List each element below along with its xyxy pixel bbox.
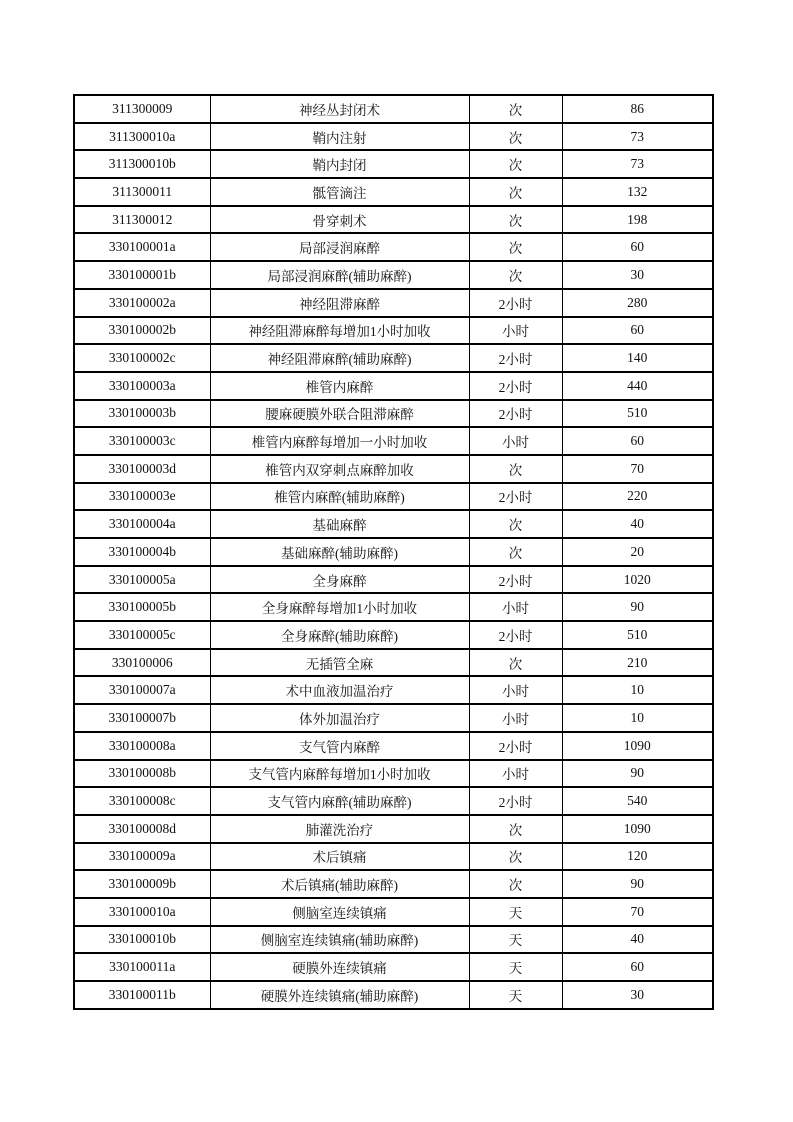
table-row xyxy=(74,815,713,843)
cell-price: 280 xyxy=(562,289,713,317)
table-row xyxy=(74,870,713,898)
cell-code: 330100010b xyxy=(74,926,210,954)
cell-unit: 小时 xyxy=(469,317,562,345)
cell-price: 30 xyxy=(562,261,713,289)
cell-code: 330100011a xyxy=(74,953,210,981)
cell-name: 术后镇痛(辅助麻醉) xyxy=(210,870,469,898)
cell-unit: 2小时 xyxy=(469,400,562,428)
cell-name: 神经丛封闭术 xyxy=(210,95,469,123)
cell-code: 311300012 xyxy=(74,206,210,234)
cell-price: 510 xyxy=(562,621,713,649)
cell-price: 70 xyxy=(562,898,713,926)
cell-name: 椎管内麻醉每增加一小时加收 xyxy=(210,427,469,455)
table-row xyxy=(74,95,713,123)
cell-code: 330100002c xyxy=(74,344,210,372)
cell-code: 330100004b xyxy=(74,538,210,566)
table-row xyxy=(74,510,713,538)
table-row xyxy=(74,178,713,206)
cell-name: 支气管内麻醉(辅助麻醉) xyxy=(210,787,469,815)
table-row xyxy=(74,760,713,788)
cell-price: 440 xyxy=(562,372,713,400)
cell-price: 90 xyxy=(562,870,713,898)
cell-unit: 小时 xyxy=(469,427,562,455)
cell-price: 30 xyxy=(562,981,713,1009)
cell-unit: 2小时 xyxy=(469,289,562,317)
table-row xyxy=(74,704,713,732)
table-row xyxy=(74,372,713,400)
table-row xyxy=(74,123,713,151)
cell-name: 基础麻醉 xyxy=(210,510,469,538)
cell-name: 术后镇痛 xyxy=(210,843,469,871)
cell-unit: 2小时 xyxy=(469,787,562,815)
cell-unit: 小时 xyxy=(469,704,562,732)
cell-code: 330100007a xyxy=(74,676,210,704)
cell-code: 330100003c xyxy=(74,427,210,455)
cell-unit: 天 xyxy=(469,953,562,981)
cell-unit: 2小时 xyxy=(469,566,562,594)
cell-code: 330100008a xyxy=(74,732,210,760)
table-row xyxy=(74,953,713,981)
cell-name: 硬膜外连续镇痛(辅助麻醉) xyxy=(210,981,469,1009)
cell-price: 1090 xyxy=(562,732,713,760)
table-row xyxy=(74,676,713,704)
cell-code: 330100001a xyxy=(74,233,210,261)
cell-unit: 次 xyxy=(469,815,562,843)
cell-unit: 次 xyxy=(469,150,562,178)
cell-price: 120 xyxy=(562,843,713,871)
cell-unit: 次 xyxy=(469,178,562,206)
table-row xyxy=(74,787,713,815)
cell-code: 330100003a xyxy=(74,372,210,400)
cell-price: 60 xyxy=(562,317,713,345)
cell-unit: 天 xyxy=(469,926,562,954)
cell-code: 330100002b xyxy=(74,317,210,345)
cell-code: 311300009 xyxy=(74,95,210,123)
cell-name: 侧脑室连续镇痛 xyxy=(210,898,469,926)
cell-name: 神经阻滞麻醉每增加1小时加收 xyxy=(210,317,469,345)
cell-unit: 小时 xyxy=(469,760,562,788)
cell-name: 鞘内封闭 xyxy=(210,150,469,178)
cell-name: 神经阻滞麻醉 xyxy=(210,289,469,317)
table-row xyxy=(74,649,713,677)
cell-unit: 2小时 xyxy=(469,372,562,400)
cell-price: 198 xyxy=(562,206,713,234)
cell-price: 220 xyxy=(562,483,713,511)
cell-price: 90 xyxy=(562,760,713,788)
table-row xyxy=(74,981,713,1009)
cell-name: 局部浸润麻醉 xyxy=(210,233,469,261)
cell-code: 311300010b xyxy=(74,150,210,178)
cell-unit: 次 xyxy=(469,455,562,483)
cell-name: 无插管全麻 xyxy=(210,649,469,677)
table-row xyxy=(74,150,713,178)
cell-name: 骨穿刺术 xyxy=(210,206,469,234)
cell-price: 40 xyxy=(562,926,713,954)
cell-code: 330100003b xyxy=(74,400,210,428)
cell-code: 330100006 xyxy=(74,649,210,677)
table-row xyxy=(74,206,713,234)
cell-unit: 次 xyxy=(469,206,562,234)
cell-price: 510 xyxy=(562,400,713,428)
cell-name: 全身麻醉(辅助麻醉) xyxy=(210,621,469,649)
cell-unit: 小时 xyxy=(469,593,562,621)
cell-code: 330100004a xyxy=(74,510,210,538)
cell-unit: 次 xyxy=(469,870,562,898)
cell-unit: 次 xyxy=(469,261,562,289)
cell-code: 330100008d xyxy=(74,815,210,843)
cell-price: 60 xyxy=(562,233,713,261)
cell-name: 基础麻醉(辅助麻醉) xyxy=(210,538,469,566)
table-row xyxy=(74,732,713,760)
cell-price: 10 xyxy=(562,704,713,732)
table-row xyxy=(74,427,713,455)
table-row xyxy=(74,898,713,926)
table-row xyxy=(74,317,713,345)
table-row xyxy=(74,621,713,649)
table-row xyxy=(74,455,713,483)
cell-name: 侧脑室连续镇痛(辅助麻醉) xyxy=(210,926,469,954)
cell-price: 86 xyxy=(562,95,713,123)
cell-code: 330100005b xyxy=(74,593,210,621)
table-row xyxy=(74,593,713,621)
cell-code: 330100001b xyxy=(74,261,210,289)
cell-price: 70 xyxy=(562,455,713,483)
table-row xyxy=(74,344,713,372)
cell-code: 311300011 xyxy=(74,178,210,206)
cell-price: 210 xyxy=(562,649,713,677)
cell-name: 椎管内麻醉(辅助麻醉) xyxy=(210,483,469,511)
cell-name: 支气管内麻醉 xyxy=(210,732,469,760)
cell-name: 全身麻醉 xyxy=(210,566,469,594)
cell-unit: 天 xyxy=(469,981,562,1009)
cell-price: 60 xyxy=(562,953,713,981)
cell-unit: 2小时 xyxy=(469,344,562,372)
cell-name: 肺灌洗治疗 xyxy=(210,815,469,843)
cell-unit: 次 xyxy=(469,95,562,123)
table-row xyxy=(74,289,713,317)
cell-price: 540 xyxy=(562,787,713,815)
cell-code: 330100009a xyxy=(74,843,210,871)
cell-name: 腰麻硬膜外联合阻滞麻醉 xyxy=(210,400,469,428)
medical-fee-table xyxy=(73,94,714,1010)
cell-price: 73 xyxy=(562,123,713,151)
cell-price: 40 xyxy=(562,510,713,538)
cell-unit: 2小时 xyxy=(469,732,562,760)
cell-unit: 小时 xyxy=(469,676,562,704)
cell-price: 73 xyxy=(562,150,713,178)
cell-unit: 次 xyxy=(469,233,562,261)
cell-code: 311300010a xyxy=(74,123,210,151)
cell-price: 132 xyxy=(562,178,713,206)
cell-name: 体外加温治疗 xyxy=(210,704,469,732)
price-table-body xyxy=(74,95,713,1009)
cell-code: 330100008b xyxy=(74,760,210,788)
table-row xyxy=(74,538,713,566)
table-row xyxy=(74,566,713,594)
table-row xyxy=(74,261,713,289)
table-row xyxy=(74,233,713,261)
cell-unit: 次 xyxy=(469,538,562,566)
cell-name: 全身麻醉每增加1小时加收 xyxy=(210,593,469,621)
table-row xyxy=(74,483,713,511)
cell-code: 330100010a xyxy=(74,898,210,926)
cell-price: 140 xyxy=(562,344,713,372)
cell-unit: 次 xyxy=(469,843,562,871)
cell-code: 330100009b xyxy=(74,870,210,898)
cell-name: 椎管内双穿刺点麻醉加收 xyxy=(210,455,469,483)
cell-unit: 2小时 xyxy=(469,483,562,511)
cell-name: 硬膜外连续镇痛 xyxy=(210,953,469,981)
cell-name: 支气管内麻醉每增加1小时加收 xyxy=(210,760,469,788)
cell-name: 骶管滴注 xyxy=(210,178,469,206)
cell-name: 鞘内注射 xyxy=(210,123,469,151)
cell-name: 椎管内麻醉 xyxy=(210,372,469,400)
cell-name: 局部浸润麻醉(辅助麻醉) xyxy=(210,261,469,289)
cell-code: 330100005a xyxy=(74,566,210,594)
cell-name: 术中血液加温治疗 xyxy=(210,676,469,704)
cell-code: 330100007b xyxy=(74,704,210,732)
cell-code: 330100003d xyxy=(74,455,210,483)
cell-unit: 次 xyxy=(469,123,562,151)
cell-unit: 次 xyxy=(469,510,562,538)
cell-price: 60 xyxy=(562,427,713,455)
cell-price: 90 xyxy=(562,593,713,621)
cell-price: 1090 xyxy=(562,815,713,843)
cell-code: 330100008c xyxy=(74,787,210,815)
cell-price: 10 xyxy=(562,676,713,704)
cell-code: 330100003e xyxy=(74,483,210,511)
cell-unit: 天 xyxy=(469,898,562,926)
cell-name: 神经阻滞麻醉(辅助麻醉) xyxy=(210,344,469,372)
cell-code: 330100011b xyxy=(74,981,210,1009)
table-row xyxy=(74,843,713,871)
table-row xyxy=(74,400,713,428)
cell-price: 1020 xyxy=(562,566,713,594)
cell-unit: 2小时 xyxy=(469,621,562,649)
cell-price: 20 xyxy=(562,538,713,566)
cell-code: 330100005c xyxy=(74,621,210,649)
cell-code: 330100002a xyxy=(74,289,210,317)
table-row xyxy=(74,926,713,954)
cell-unit: 次 xyxy=(469,649,562,677)
